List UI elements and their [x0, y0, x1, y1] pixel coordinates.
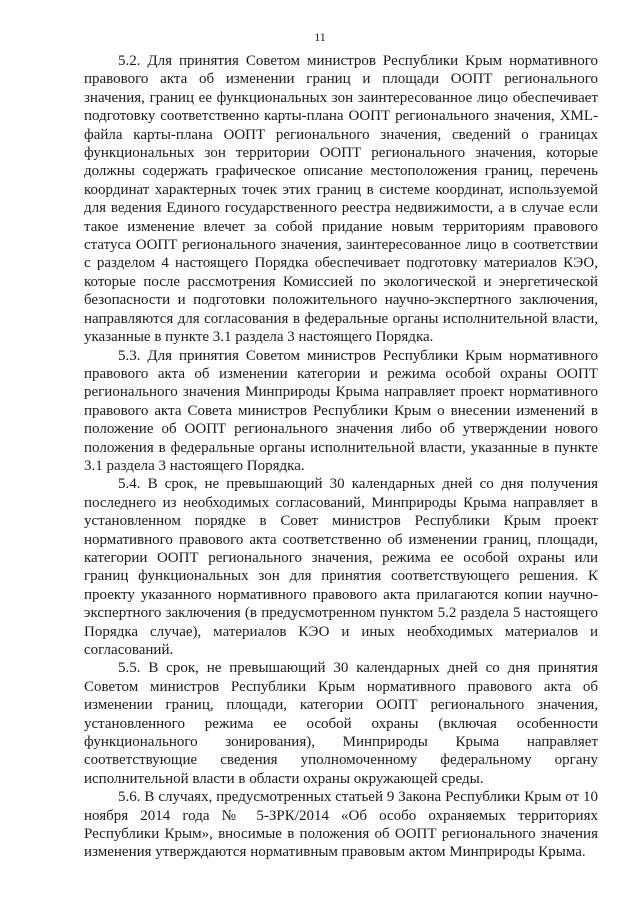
paragraph-5-2: 5.2. Для принятия Советом министров Республики Крым нормативного правового акта об изменении границ и площади ООПТ регионального значения, границ ее функциональных зон заинтересованное лицо обеспечивает подготовку соответственно карты-плана ООПТ регионального значения, XML-файла карты-плана ООПТ регионального значения, сведений о границах функциональных зон территории ООПТ регионального значения, которые должны содержать графическое описание местоположения границ, перечень координат характерных точек этих границ в системе координат, используемой для ведения Единого государственного реестра недвижимости, а в случае если такое изменение влечет за собой придание новым территориям правового статуса ООПТ регионального значения, заинтересованное лицо в соответствии с разделом 4 настоящего Порядка обеспечивает подготовку материалов КЭО, которые после рассмотрения Комиссией по экологической и энергетической безопасности и подготовки положительного научно-экспертного заключения, направляются для согласования в федеральные органы исполнительной власти, указанные в пункте 3.1 раздела 3 настоящего Порядка. — [84, 53, 598, 346]
document-body — [84, 52, 598, 862]
paragraph-5-5: 5.5. В срок, не превышающий 30 календарных дней со дня принятия Советом министров Республики Крым нормативного правового акта об изменении границ, площади, категории ООПТ регионального значения, установленного режима ее особой охраны (включая особенности функционального зонирования), Минприроды Крыма направляет соответствующие сведения уполномоченному федеральному органу исполнительной власти в области охраны окружающей среды. — [84, 660, 598, 787]
paragraph-5-6: 5.6. В случаях, предусмотренных статьей 9 Закона Республики Крым от 10 ноября 2014 года № 5-ЗРК/2014 «Об особо охраняемых территориях Республики Крым», вносимые в положения об ООПТ регионального значения изменения утверждаются нормативным правовым актом Минприроды Крыма. — [84, 789, 598, 861]
paragraph-5-3: 5.3. Для принятия Советом министров Республики Крым нормативного правового акта об изменении категории и режима особой охраны ООПТ регионального значения Минприроды Крыма направляет проект нормативного правового акта Совета министров Республики Крым о внесении изменений в положение об ООПТ регионального значения либо об утверждении нового положения в федеральные органы исполнительной власти, указанные в пункте 3.1 раздела 3 настоящего Порядка. — [84, 347, 598, 474]
paragraph-5-4: 5.4. В срок, не превышающий 30 календарных дней со дня получения последнего из необходимых согласований, Минприроды Крыма направляет в установленном порядке в Совет министров Республики Крым проект нормативного правового акта соответственно об изменении границ, площади, категории ООПТ регионального значения, режима ее особой охраны или границ функциональных зон для принятия соответствующего решения. К проекту указанного нормативного правового акта прилагаются копии научно-экспертного заключения (в предусмотренном пунктом 5.2 раздела 5 настоящего Порядка случае), материалов КЭО и иных необходимых материалов и согласований. — [84, 476, 598, 658]
page-number: 11 — [314, 30, 326, 44]
